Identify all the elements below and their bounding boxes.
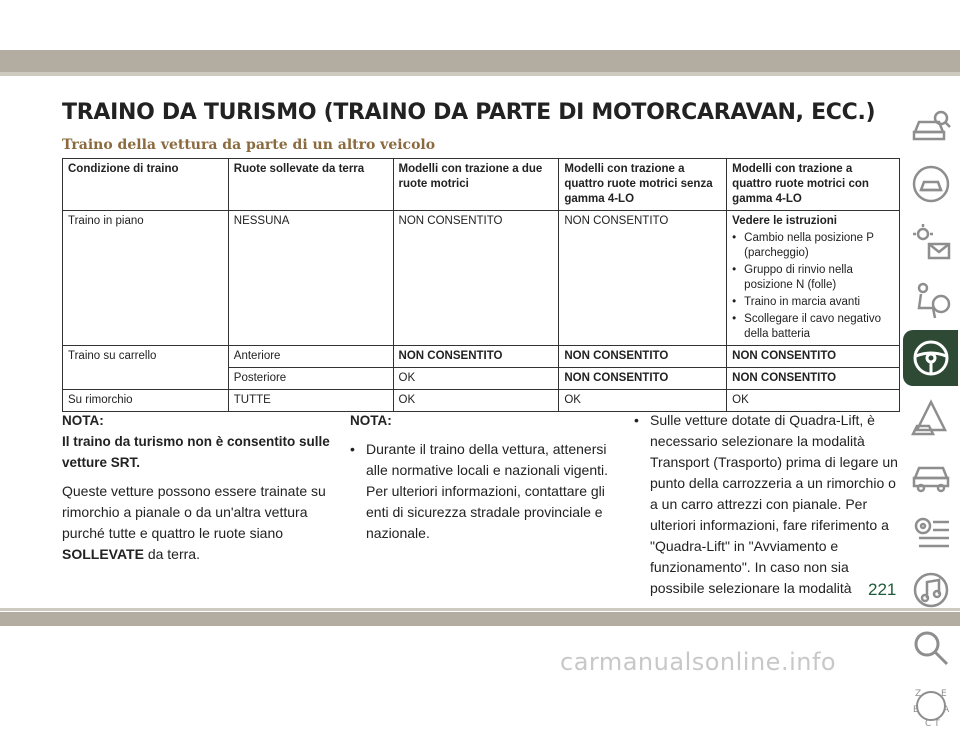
alphabet-index-icon[interactable] (903, 678, 958, 734)
body-paragraph (62, 481, 332, 565)
header-cell: Modelli con trazione a due ruote motrici (393, 159, 559, 211)
dashboard-car-icon[interactable] (903, 156, 958, 212)
chapter-sidebar (903, 98, 960, 736)
hazard-car-icon[interactable] (903, 388, 958, 444)
text-column-1 (62, 410, 332, 565)
steering-wheel-icon[interactable] (903, 330, 958, 386)
footer-band-line (0, 608, 960, 611)
table-cell: Su rimorchio (63, 390, 229, 412)
table-row (63, 346, 900, 368)
svg-text:C T: C T (924, 719, 940, 728)
header-cell: Ruote sollevate da terra (228, 159, 393, 211)
list-item: • Scollegare il cavo negativo della batteria (732, 312, 894, 342)
instructions-cell (727, 211, 900, 346)
instructions-list (732, 231, 894, 342)
warning-lights-icon[interactable] (903, 214, 958, 270)
header-cell: Condizione di traino (63, 159, 229, 211)
settings-list-icon[interactable] (903, 504, 958, 560)
body-end: da terra. (147, 546, 200, 562)
table-cell: Traino su carrello (63, 346, 229, 390)
bullet-item: • Durante il traino della vettura, attenersi alle normative locali e nazionali vigenti. Per ulteriori informazioni, contattare gli enti di sicurezza stradale provinciale e nazionale. (350, 439, 614, 544)
footer-band (0, 612, 960, 626)
text-column-3 (634, 410, 898, 599)
svg-text:E: E (940, 689, 947, 699)
table-cell: NON CONSENTITO (559, 368, 727, 390)
page-title: TRAINO DA TURISMO (TRAINO DA PARTE DI MOTORCARAVAN, ECC.) (62, 100, 876, 125)
table-cell: Traino in piano (63, 211, 229, 346)
table-cell: NON CONSENTITO (559, 211, 727, 346)
page-number: 221 (868, 580, 897, 599)
header-band-line (0, 72, 960, 76)
header-cell: Modelli con trazione a quattro ruote motrici con gamma 4-LO (727, 159, 900, 211)
list-item: • Gruppo di rinvio nella posizione N (folle) (732, 263, 894, 293)
svg-text:Z: Z (914, 689, 921, 699)
nota-label: NOTA: (350, 413, 392, 428)
svg-text:A: A (942, 705, 949, 715)
table-cell: OK (393, 368, 559, 390)
car-service-icon[interactable] (903, 446, 958, 502)
body-text: Queste vetture possono essere trainate su rimorchio a pianale o da un'altra vettura purché tutte e quattro le ruote siano (62, 483, 326, 541)
watermark: carmanualsonline.info (560, 648, 837, 676)
table-cell: OK (727, 390, 900, 412)
nota-label: NOTA: (62, 413, 104, 428)
towing-table (62, 158, 900, 412)
table-cell: NON CONSENTITO (727, 368, 900, 390)
car-search-icon[interactable] (903, 98, 958, 154)
table-row (63, 211, 900, 346)
svg-text:B: B (912, 705, 919, 715)
table-cell: OK (559, 390, 727, 412)
table-cell: NON CONSENTITO (559, 346, 727, 368)
list-item: • Traino in marcia avanti (732, 295, 894, 310)
table-cell: NESSUNA (228, 211, 393, 346)
text-column-2 (350, 410, 614, 544)
nota-text: Il traino da turismo non è consentito sulle vetture SRT. (62, 434, 330, 470)
header-band (0, 50, 960, 72)
header-cell: Modelli con trazione a quattro ruote motrici senza gamma 4-LO (559, 159, 727, 211)
bullet-item: • Sulle vetture dotate di Quadra-Lift, è necessario selezionare la modalità Transport (Trasporto) prima di legare un punto della carrozzeria a un rimorchio o a un carro attrezzi con pianale. Per ulteriori informazioni, fare riferimento a "Quadra-Lift" in "Avviamento e funzionamento". In caso non sia possibile selezionare la modalità (634, 410, 898, 599)
table-cell: NON CONSENTITO (727, 346, 900, 368)
table-cell: Posteriore (228, 368, 393, 390)
list-item: • Cambio nella posizione P (parcheggio) (732, 231, 894, 261)
table-cell: NON CONSENTITO (393, 346, 559, 368)
instructions-title: Vedere le istruzioni (732, 215, 837, 227)
table-header-row (63, 159, 900, 211)
section-subtitle: Traino della vettura da parte di un altro veicolo (62, 137, 436, 153)
airbag-seat-icon[interactable] (903, 272, 958, 328)
search-icon[interactable] (903, 620, 958, 676)
body-bold: SOLLEVATE (62, 546, 144, 562)
table-cell: Anteriore (228, 346, 393, 368)
table-cell: OK (393, 390, 559, 412)
table-cell: TUTTE (228, 390, 393, 412)
table-cell: NON CONSENTITO (393, 211, 559, 346)
table-row (63, 390, 900, 412)
